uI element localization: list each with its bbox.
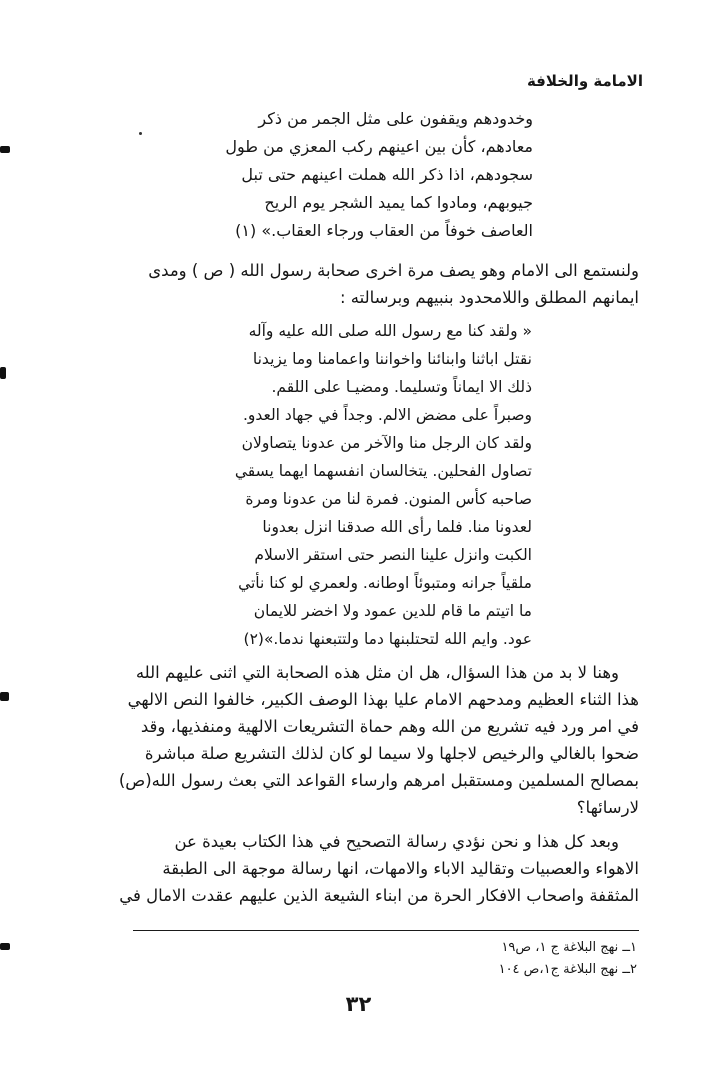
intro-line: ايمانهم المطلق واللامحدود بنبيهم وبرسالته : bbox=[340, 288, 639, 307]
poem-line: سجودهم، اذا ذكر الله هملت اعينهم حتى تبل bbox=[241, 165, 533, 184]
question-line: ضحوا بالغالي والرخيص لاجلها ولا سيما لو كان لذلك التشريع صلة مباشرة bbox=[144, 744, 639, 763]
quote-line: صاحبه كأس المنون. فمرة لنا من عدونا ومرة bbox=[245, 490, 532, 508]
quote-line: ملقياً جرانه ومتبوئاً اوطانه. ولعمري لو كنا نأتي bbox=[238, 574, 532, 592]
quote-line: « ولقد كنا مع رسول الله صلى الله عليه وآله bbox=[248, 322, 532, 340]
footnote: ٢ــ نهج البلاغة ج١،ص ١٠٤ bbox=[498, 962, 637, 977]
question-line: هذا الثناء العظيم ومدحهم الامام عليا بهذا الوصف الكبير، خالفوا النص الالهي bbox=[127, 690, 639, 709]
poem-line: العاصف خوفاً من العقاب ورجاء العقاب.» (١) bbox=[235, 221, 533, 240]
scan-edge-mark bbox=[0, 367, 6, 379]
scan-edge-mark bbox=[0, 692, 9, 701]
question-line: بمصالح المسلمين ومستقبل امرهم وارساء القواعد التي بعث رسول الله(ص) bbox=[118, 771, 639, 790]
page-number: ٣٢ bbox=[345, 992, 372, 1016]
intro-line: ولنستمع الى الامام وهو يصف مرة اخرى صحابة رسول الله ( ص ) ومدى bbox=[148, 261, 639, 280]
poem-line: معادهم، كأن بين اعينهم ركب المعزي من طول bbox=[225, 137, 533, 156]
poem-line: جيوبهم، ومادوا كما يميد الشجر يوم الريح bbox=[264, 193, 533, 212]
quote-line: ذلك الا ايماناً وتسليما. ومضيـا على اللقم. bbox=[271, 378, 532, 396]
quote-line: تصاول الفحلين. يتخالسان انفسهما ايهما يسقي bbox=[234, 462, 532, 480]
question-line: لارسائها؟ bbox=[576, 798, 639, 817]
quote-line: وصبراً على مضض الالم. وجداً في جهاد العدو. bbox=[242, 406, 532, 424]
quote-line: لعدونا منا. فلما رأى الله صدقنا انزل بعدونا bbox=[262, 518, 532, 536]
poem-line: وخدودهم ويقفون على مثل الجمر من ذكر bbox=[258, 109, 533, 128]
message-line: المثقفة واصحاب الافكار الحرة من ابناء الشيعة الذين عليهم عقدت الامال في bbox=[119, 886, 639, 905]
quote-line: نقتل اباثنا وابنائنا واخواننا واعمامنا وما يزيدنا bbox=[252, 350, 532, 368]
message-line: وبعد كل هذا و نحن نؤدي رسالة التصحيح في هذا الكتاب بعيدة عن bbox=[174, 832, 619, 851]
question-line: وهنا لا بد من هذا السؤال، هل ان مثل هذه الصحابة التي اثنى عليهم الله bbox=[135, 663, 619, 682]
quote-line: ولقد كان الرجل منا والآخر من عدونا يتصاولان bbox=[241, 434, 532, 452]
quote-line: عود. وايم الله لتحتلبنها دما ولتتبعنها ندما.»(٢) bbox=[243, 630, 532, 648]
running-header: الامامة والخلافة bbox=[526, 72, 643, 90]
message-line: الاهواء والعصبيات وتقاليد الاباء والامهات، انها رسالة موجهة الى الطبقة bbox=[162, 859, 639, 878]
scan-speck bbox=[139, 132, 142, 135]
quote-line: الكبت وانزل علينا النصر حتى استقر الاسلام bbox=[254, 546, 532, 564]
footnote-separator bbox=[133, 930, 639, 931]
question-line: في امر ورد فيه تشريع من الله وهم حماة التشريعات الالهية ومنفذيها، وقد bbox=[140, 717, 639, 736]
scan-edge-mark bbox=[0, 146, 10, 153]
footnote: ١ــ نهج البلاغة ج ١، ص١٩ bbox=[501, 940, 637, 955]
quote-line: ما اتيتم ما قام للدين عمود ولا اخضر للايمان bbox=[253, 602, 532, 620]
scan-edge-mark bbox=[0, 943, 10, 950]
